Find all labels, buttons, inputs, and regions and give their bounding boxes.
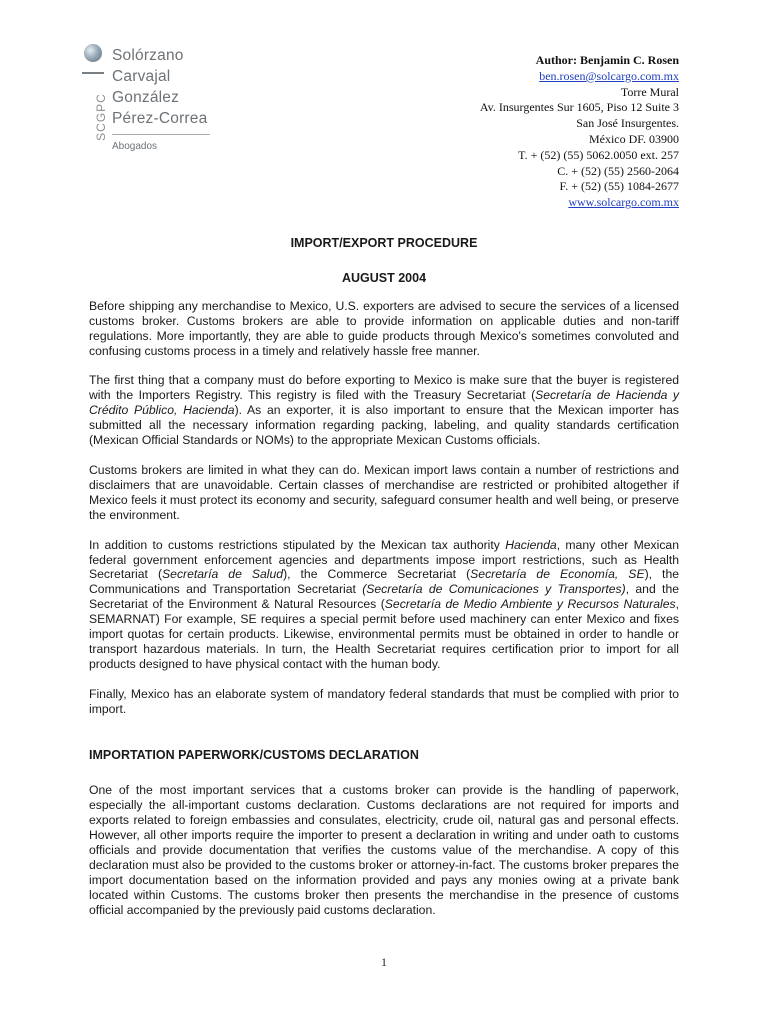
document-body: [89, 232, 679, 918]
italic-text-run: Secretaría de Economía, SE: [470, 567, 645, 582]
text-run: ), the Commerce Secretariat (: [283, 567, 471, 582]
address-district: San José Insurgentes.: [576, 116, 679, 131]
italic-text-run: Secretaría de Salud: [162, 567, 284, 582]
logo-rule: [112, 134, 210, 135]
logo-names: [112, 45, 210, 152]
text-run: The first thing that a company must do before exporting to Mexico is make sure that the buyer is registered with the Importers Registry. This registry is filed with the Treasury Secretariat (: [89, 373, 679, 403]
logo-name: González: [112, 89, 180, 106]
paragraph-1: Before shipping any merchandise to Mexico, U.S. exporters are advised to secure the services of a licensed customs broker. Customs brokers are able to provide information on applicable duties and non-tariff regulations. More importantly, they are able to guide products through Mexico's sometimes convoluted and confusing customs process in a timely and relatively hassle free manner.: [89, 298, 679, 358]
paragraph-2: [89, 373, 679, 448]
address-building: Torre Mural: [620, 84, 679, 99]
italic-text-run: Secretaría de Medio Ambiente y Recursos Naturales: [384, 597, 676, 612]
paragraph-5: Finally, Mexico has an elaborate system of mandatory federal standards that must be complied with prior to import.: [89, 686, 679, 716]
document-title: IMPORT/EXPORT PROCEDURE: [290, 236, 478, 250]
logo-vertical-text: SCGPC: [94, 93, 108, 141]
text-run: ). As an exporter, it is also important to ensure that the Mexican importer has submitted all the necessary information regarding packing, labeling, and quality standards certification (Mexican Official Standards or NOMs) to the appropriate Mexican Customs officials.: [89, 403, 679, 448]
italic-text-run: Secretaría de Hacienda y Crédito Público, Hacienda: [89, 388, 679, 418]
logo-divider: [82, 72, 104, 74]
italic-text-run: (Secretaría de Comunicaciones y Transportes): [362, 582, 626, 597]
section-heading: IMPORTATION PAPERWORK/CUSTOMS DECLARATION: [89, 747, 419, 762]
text-run: In addition to customs restrictions stipulated by the Mexican tax authority: [89, 537, 506, 552]
author-contact-block: [480, 53, 679, 211]
text-run: , many other Mexican federal government enforcement agencies and departments impose import restrictions, such as Health Secretariat (: [89, 537, 679, 582]
phone-number: T. + (52) (55) 5062.0050 ext. 257: [518, 147, 679, 162]
page-number: 1: [381, 955, 387, 969]
paragraph-4: [89, 538, 679, 672]
author-name: Author: Benjamin C. Rosen: [535, 53, 679, 67]
logo-name: Solórzano: [112, 47, 184, 64]
logo-subtitle: Abogados: [112, 141, 158, 152]
italic-text-run: Hacienda: [505, 537, 557, 552]
website-link[interactable]: www.solcargo.com.mx: [568, 195, 679, 210]
paragraph-3: Customs brokers are limited in what they can do. Mexican import laws contain a number of restrictions and disclaimers that are unavoidable. Certain classes of merchandise are restricted or prohibited altogether if Mexico feels it must protect its economy and security, safeguard consumer health and well being, or preserve the environment.: [89, 462, 679, 522]
text-run: ), the Communications and Transportation Secretariat: [89, 567, 679, 597]
document-date: AUGUST 2004: [341, 270, 427, 285]
address-city: México DF. 03900: [588, 131, 679, 146]
sphere-logo-icon: [84, 44, 102, 62]
author-email-link[interactable]: ben.rosen@solcargo.com.mx: [539, 68, 679, 83]
cell-number: C. + (52) (55) 2560-2064: [557, 163, 679, 178]
logo-name: Pérez-Correa: [112, 110, 208, 127]
paragraph-6: One of the most important services that a customs broker can provide is the handling of paperwork, especially the all-important customs declaration. Customs declarations are not required for imports and exports related to foreign embassies and consulates, electricity, crude oil, natural gas and personal effects. However, all other imports require the importer to present a declaration in writing and under oath to customs officials and provide documentation that verifies the customs value of the merchandise. A copy of this declaration must also be provided to the customs broker or attorney-in-fact. The customs broker prepares the import documentation based on the information provided and pays any monies owing at a private bank located within Customs. The customs broker then presents the merchandise in the presence of customs official accompanied by the previously paid customs declaration.: [89, 783, 679, 917]
address-street: Av. Insurgentes Sur 1605, Piso 12 Suite 3: [479, 100, 679, 115]
logo-name: Carvajal: [112, 68, 171, 85]
text-run: , and the Secretariat of the Environment & Natural Resources (: [89, 582, 680, 612]
fax-number: F. + (52) (55) 1084-2677: [559, 179, 679, 194]
firm-logo: [78, 40, 228, 180]
text-run: , SEMARNAT) For example, SE requires a special permit before used machinery can enter Mexico and fixes import quotas for certain products. Likewise, environmental permits must be obtained in order to handle or transport hazardous materials. In turn, the Health Secretariat requires certification prior to import for all products designed to have physical contact with the human body.: [89, 597, 679, 671]
